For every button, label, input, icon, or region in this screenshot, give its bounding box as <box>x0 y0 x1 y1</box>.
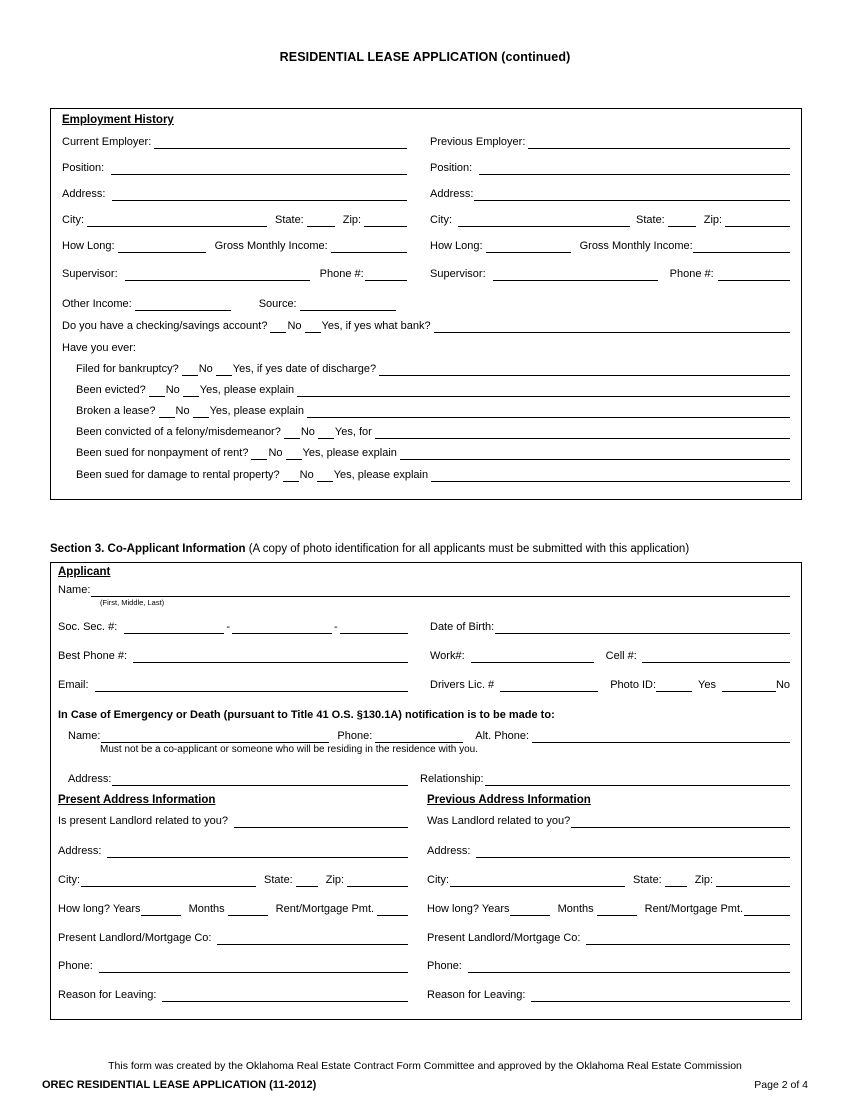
question-felony-yes-label: Yes, for <box>334 426 372 438</box>
previous-zip-label: Zip: <box>694 874 714 886</box>
city-prev-label: City: <box>430 214 452 226</box>
field-emergency-relationship <box>420 773 790 786</box>
other-income-input[interactable] <box>135 300 231 311</box>
ssn-part-2-input[interactable] <box>232 623 332 634</box>
present-months-input[interactable] <box>228 905 268 916</box>
ssn-dash-2: - <box>333 621 338 633</box>
present-how-long-label: How long? Years <box>58 903 141 915</box>
field-previous-employer <box>430 136 790 149</box>
present-reason-input[interactable] <box>162 991 408 1002</box>
zip-prev-input[interactable] <box>725 216 790 227</box>
present-address-label: Address: <box>58 845 102 857</box>
previous-rent-input[interactable] <box>744 905 790 916</box>
state-prev-input[interactable] <box>668 216 696 227</box>
have-you-ever-label: Have you ever: <box>62 342 136 354</box>
zip-prev-label: Zip: <box>703 214 723 226</box>
photo-id-yes-blank[interactable] <box>656 681 692 692</box>
present-reason-label: Reason for Leaving: <box>58 989 157 1001</box>
field-previous-landlord-related <box>427 815 790 828</box>
question-evicted-yes-blank[interactable] <box>183 386 199 397</box>
question-evicted-text: Been evicted? <box>76 384 146 396</box>
other-income-label: Other Income: <box>62 298 132 310</box>
present-address-input[interactable] <box>107 847 408 858</box>
emergency-alt-phone-label: Alt. Phone: <box>475 730 530 742</box>
checking-yes-label: Yes, if yes what bank? <box>321 320 431 332</box>
question-nonpayment-no-blank[interactable] <box>251 449 267 460</box>
question-damage-text: Been sued for damage to rental property? <box>76 469 280 481</box>
field-previous-landlord-co <box>427 932 790 945</box>
question-nonpayment-yes-blank[interactable] <box>286 449 302 460</box>
previous-state-input[interactable] <box>665 876 687 887</box>
address-label: Address: <box>62 188 106 200</box>
question-nonpayment-yes-label: Yes, please explain <box>302 447 397 459</box>
previous-reason-input[interactable] <box>531 991 790 1002</box>
question-evicted-yes-label: Yes, please explain <box>199 384 295 396</box>
present-landlord-co-input[interactable] <box>217 934 408 945</box>
emergency-relationship-input[interactable] <box>485 775 790 786</box>
applicant-name-input[interactable] <box>91 586 790 597</box>
question-damage-no-blank[interactable] <box>283 471 299 482</box>
present-rent-label: Rent/Mortgage Pmt. <box>275 903 375 915</box>
source-label: Source: <box>258 298 297 310</box>
present-landlord-co-label: Present Landlord/Mortgage Co: <box>58 932 212 944</box>
applicant-name-label: Name: <box>58 584 91 596</box>
present-rent-input[interactable] <box>377 905 408 916</box>
present-city-label: City: <box>58 874 80 886</box>
field-previous-city-state-zip <box>427 874 790 887</box>
question-bankruptcy <box>76 363 790 376</box>
gross-income-prev-label: Gross Monthly Income: <box>579 240 693 252</box>
supervisor-phone-prev-input[interactable] <box>718 270 790 281</box>
emergency-alt-phone-input[interactable] <box>532 732 790 743</box>
question-damage-yes-blank[interactable] <box>317 471 333 482</box>
supervisor-prev-input[interactable] <box>493 270 658 281</box>
supervisor-prev-label: Supervisor: <box>430 268 486 280</box>
field-present-reason-leaving <box>58 989 408 1002</box>
field-present-landlord-related <box>58 815 408 828</box>
question-damage-input[interactable] <box>431 471 790 482</box>
question-broken-lease-input[interactable] <box>307 407 790 418</box>
field-supervisor-phone-previous <box>430 268 790 281</box>
emergency-address-label: Address: <box>68 773 112 785</box>
present-address-heading: Present Address Information <box>58 794 216 806</box>
previous-address-heading: Previous Address Information <box>427 794 591 806</box>
question-bankruptcy-input[interactable] <box>379 365 790 376</box>
best-phone-input[interactable] <box>133 652 408 663</box>
photo-id-no-blank[interactable] <box>722 681 776 692</box>
present-city-input[interactable] <box>81 876 256 887</box>
field-address-previous <box>430 188 790 201</box>
best-phone-label: Best Phone #: <box>58 650 128 662</box>
checking-yes-blank[interactable] <box>305 322 321 333</box>
question-bankruptcy-text: Filed for bankruptcy? <box>76 363 179 375</box>
footer-form-id: OREC RESIDENTIAL LEASE APPLICATION (11-2012) <box>42 1079 317 1091</box>
supervisor-phone-label: Phone #: <box>319 268 364 280</box>
question-felony-text: Been convicted of a felony/misdemeanor? <box>76 426 281 438</box>
supervisor-input[interactable] <box>125 270 310 281</box>
zip-label: Zip: <box>342 214 362 226</box>
previous-landlord-related-input[interactable] <box>571 817 790 828</box>
present-phone-label: Phone: <box>58 960 93 972</box>
question-felony-no-label: No <box>300 426 315 438</box>
emergency-address-input[interactable] <box>112 775 408 786</box>
field-previous-duration <box>427 903 790 916</box>
field-present-city-state-zip <box>58 874 408 887</box>
field-drivers-lic-photo-id <box>430 679 790 692</box>
previous-landlord-co-label: Present Landlord/Mortgage Co: <box>427 932 581 944</box>
previous-city-input[interactable] <box>450 876 625 887</box>
question-broken-lease <box>76 405 790 418</box>
question-felony-yes-blank[interactable] <box>318 428 334 439</box>
photo-id-label: Photo ID: <box>610 679 657 691</box>
field-position-previous <box>430 162 790 175</box>
previous-phone-label: Phone: <box>427 960 462 972</box>
address-input[interactable] <box>112 190 407 201</box>
question-damage <box>76 469 790 482</box>
field-emergency-contact <box>68 730 790 743</box>
footer-bar <box>42 1079 808 1091</box>
field-previous-reason-leaving <box>427 989 790 1002</box>
checking-no-blank[interactable] <box>270 322 286 333</box>
question-nonpayment-text: Been sued for nonpayment of rent? <box>76 447 249 459</box>
ssn-part-3-input[interactable] <box>340 623 408 634</box>
field-howlong-income-current <box>62 240 407 253</box>
question-nonpayment <box>76 447 790 460</box>
work-phone-label: Work#: <box>430 650 465 662</box>
previous-landlord-co-input[interactable] <box>586 934 790 945</box>
state-prev-label: State: <box>636 214 665 226</box>
emergency-phone-input[interactable] <box>375 732 463 743</box>
field-previous-address <box>427 845 790 858</box>
current-employer-input[interactable] <box>154 138 407 149</box>
question-nonpayment-input[interactable] <box>400 449 790 460</box>
present-landlord-related-input[interactable] <box>234 817 408 828</box>
present-years-input[interactable] <box>141 905 181 916</box>
emergency-name-input[interactable] <box>101 732 329 743</box>
question-broken-lease-no-blank[interactable] <box>159 407 175 418</box>
emergency-heading: In Case of Emergency or Death (pursuant to Title 41 O.S. §130.1A) notification is to be made to: <box>58 709 555 721</box>
supervisor-phone-input[interactable] <box>365 270 407 281</box>
previous-address-input[interactable] <box>476 847 790 858</box>
how-long-label: How Long: <box>62 240 115 252</box>
field-city-state-zip-current <box>62 214 407 227</box>
present-zip-label: Zip: <box>325 874 345 886</box>
previous-phone-input[interactable] <box>468 962 790 973</box>
state-input[interactable] <box>307 216 335 227</box>
ssn-label: Soc. Sec. #: <box>58 621 118 633</box>
date-of-birth-label: Date of Birth: <box>430 621 495 633</box>
gross-income-label: Gross Monthly Income: <box>214 240 328 252</box>
field-emergency-address <box>68 773 408 786</box>
previous-reason-label: Reason for Leaving: <box>427 989 526 1001</box>
ssn-part-1-input[interactable] <box>124 623 224 634</box>
field-present-address <box>58 845 408 858</box>
checking-no-label: No <box>287 320 302 332</box>
question-felony-input[interactable] <box>375 428 790 439</box>
how-long-prev-input[interactable] <box>486 242 571 253</box>
address-prev-input[interactable] <box>474 190 790 201</box>
question-bankruptcy-no-label: No <box>198 363 213 375</box>
previous-state-label: State: <box>633 874 662 886</box>
cell-phone-input[interactable] <box>642 652 790 663</box>
question-felony-no-blank[interactable] <box>284 428 300 439</box>
field-ssn <box>58 621 408 634</box>
checking-savings-question: Do you have a checking/savings account? <box>62 320 268 332</box>
previous-zip-input[interactable] <box>716 876 790 887</box>
how-long-input[interactable] <box>118 242 206 253</box>
gross-income-prev-input[interactable] <box>693 242 790 253</box>
field-position-current <box>62 162 407 175</box>
field-date-of-birth <box>430 621 790 634</box>
previous-city-label: City: <box>427 874 449 886</box>
question-damage-no-label: No <box>299 469 314 481</box>
previous-address-label: Address: <box>427 845 471 857</box>
question-evicted-input[interactable] <box>297 386 790 397</box>
address-prev-label: Address: <box>430 188 474 200</box>
footer-note: This form was created by the Oklahoma Real Estate Contract Form Committee and approved by the Oklahoma Real Estate Commission <box>108 1060 742 1072</box>
position-prev-input[interactable] <box>479 164 790 175</box>
field-present-landlord-co <box>58 932 408 945</box>
previous-landlord-related-label: Was Landlord related to you? <box>427 815 571 827</box>
emergency-relationship-label: Relationship: <box>420 773 484 785</box>
email-input[interactable] <box>95 681 408 692</box>
field-email <box>58 679 408 692</box>
cell-phone-label: Cell #: <box>605 650 637 662</box>
previous-employer-input[interactable] <box>528 138 790 149</box>
current-employer-label: Current Employer: <box>62 136 152 148</box>
city-input[interactable] <box>87 216 267 227</box>
question-evicted-no-label: No <box>165 384 180 396</box>
previous-months-label: Months <box>557 903 594 915</box>
question-bankruptcy-no-blank[interactable] <box>182 365 198 376</box>
question-felony <box>76 426 790 439</box>
previous-months-input[interactable] <box>597 905 637 916</box>
question-nonpayment-no-label: No <box>268 447 283 459</box>
field-checking-savings <box>62 320 790 333</box>
field-best-phone <box>58 650 408 663</box>
supervisor-label: Supervisor: <box>62 268 118 280</box>
ssn-dash-1: - <box>226 621 230 633</box>
employment-history-heading: Employment History <box>62 114 174 126</box>
photo-id-yes-label: Yes <box>698 679 716 691</box>
field-address-current <box>62 188 407 201</box>
field-supervisor-phone-current <box>62 268 407 281</box>
present-months-label: Months <box>188 903 225 915</box>
field-applicant-name <box>58 584 790 597</box>
city-prev-input[interactable] <box>458 216 630 227</box>
page-title-suffix: (continued) <box>501 50 571 64</box>
page-title <box>0 50 850 64</box>
field-previous-phone <box>427 960 790 973</box>
question-broken-lease-yes-label: Yes, please explain <box>209 405 304 417</box>
field-other-income <box>62 298 412 311</box>
field-city-state-zip-previous <box>430 214 790 227</box>
question-damage-yes-label: Yes, please explain <box>333 469 429 481</box>
present-landlord-related-label: Is present Landlord related to you? <box>58 815 229 827</box>
emergency-name-label: Name: <box>68 730 101 742</box>
date-of-birth-input[interactable] <box>495 623 790 634</box>
city-label: City: <box>62 214 84 226</box>
question-broken-lease-no-label: No <box>175 405 190 417</box>
previous-how-long-label: How long? Years <box>427 903 510 915</box>
previous-rent-label: Rent/Mortgage Pmt. <box>644 903 744 915</box>
question-broken-lease-text: Broken a lease? <box>76 405 156 417</box>
source-input[interactable] <box>300 300 396 311</box>
present-phone-input[interactable] <box>99 962 408 973</box>
state-label: State: <box>275 214 304 226</box>
applicant-name-hint: (First, Middle, Last) <box>100 598 165 607</box>
previous-years-input[interactable] <box>510 905 550 916</box>
question-broken-lease-yes-blank[interactable] <box>193 407 209 418</box>
section3-heading-bold: Section 3. Co-Applicant Information <box>50 543 246 555</box>
applicant-heading: Applicant <box>58 566 111 578</box>
field-work-cell-phone <box>430 650 790 663</box>
field-present-phone <box>58 960 408 973</box>
email-label: Email: <box>58 679 89 691</box>
present-zip-input[interactable] <box>347 876 408 887</box>
gross-income-input[interactable] <box>331 242 407 253</box>
question-bankruptcy-yes-label: Yes, if yes date of discharge? <box>232 363 377 375</box>
present-state-input[interactable] <box>296 876 318 887</box>
present-state-label: State: <box>264 874 293 886</box>
section3-heading-note: (A copy of photo identification for all applicants must be submitted with this application) <box>248 543 690 555</box>
section3-heading <box>50 543 689 555</box>
supervisor-phone-prev-label: Phone #: <box>669 268 714 280</box>
drivers-lic-input[interactable] <box>500 681 598 692</box>
field-howlong-income-previous <box>430 240 790 253</box>
question-evicted <box>76 384 790 397</box>
checking-bank-input[interactable] <box>434 322 790 333</box>
previous-employer-label: Previous Employer: <box>430 136 526 148</box>
page-title-main: RESIDENTIAL LEASE APPLICATION <box>279 50 498 64</box>
emergency-phone-label: Phone: <box>337 730 373 742</box>
work-phone-input[interactable] <box>471 652 594 663</box>
drivers-lic-label: Drivers Lic. # <box>430 679 495 691</box>
emergency-note: Must not be a co-applicant or someone who will be residing in the residence with you. <box>100 744 478 755</box>
field-current-employer <box>62 136 407 149</box>
position-input[interactable] <box>111 164 407 175</box>
position-label: Position: <box>62 162 105 174</box>
zip-input[interactable] <box>364 216 407 227</box>
photo-id-no-label: No <box>775 679 790 691</box>
question-evicted-no-blank[interactable] <box>149 386 165 397</box>
how-long-prev-label: How Long: <box>430 240 483 252</box>
footer-page-number: Page 2 of 4 <box>754 1079 808 1091</box>
field-present-duration <box>58 903 408 916</box>
position-prev-label: Position: <box>430 162 473 174</box>
question-bankruptcy-yes-blank[interactable] <box>216 365 232 376</box>
